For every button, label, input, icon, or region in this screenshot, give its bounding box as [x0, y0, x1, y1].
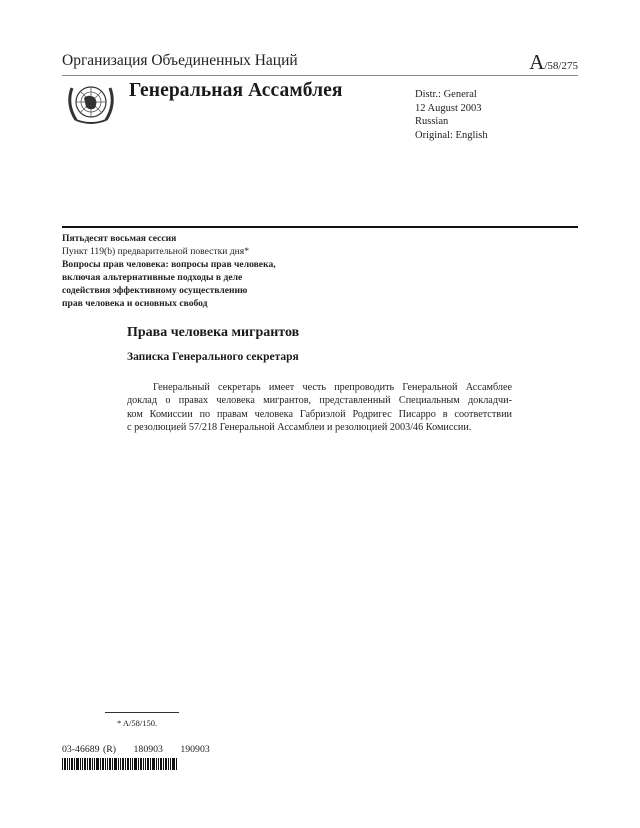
symbol-letter: A: [529, 50, 545, 74]
header-divider: [62, 75, 578, 76]
organization-name: Организация Объединенных Наций: [62, 52, 298, 69]
thick-divider: [62, 226, 578, 228]
agenda-block: [62, 232, 276, 310]
barcode-icon: [62, 758, 178, 770]
symbol-number: /58/275: [544, 60, 578, 72]
footnote: * A/58/150.: [117, 718, 158, 728]
distribution-block: [415, 88, 488, 142]
date-printed: 190903: [180, 744, 210, 755]
agenda-title-line: включая альтернативные подходы в деле: [62, 272, 243, 283]
original-language-line: Original: English: [415, 129, 488, 141]
un-emblem-icon: [64, 80, 118, 126]
document-title: Права человека мигрантов: [127, 325, 300, 340]
agenda-title-line: содействия эффективному осуществлению: [62, 285, 248, 296]
general-assembly-title: Генеральная Ассамблея: [129, 80, 343, 101]
language-line: Russian: [415, 116, 449, 127]
body-line: доклад о правах человека мигрантов, представленный Специальным докладчи-: [127, 395, 512, 407]
agenda-title-line: прав человека и основных свобод: [62, 298, 208, 309]
distribution-line: Distr.: General: [415, 89, 477, 100]
job-info: [62, 744, 224, 755]
date-line: 12 August 2003: [415, 102, 482, 114]
agenda-title-line: Вопросы прав человека: вопросы прав человека,: [62, 259, 276, 270]
job-number: 03-46689 (R): [62, 744, 117, 755]
body-line: с резолюцией 57/218 Генеральной Ассамблеи и резолюцией 2003/46 Комиссии.: [127, 422, 472, 434]
document-symbol: [529, 50, 578, 75]
body-line: Генеральный секретарь имеет честь препроводить Генеральной Ассамблее: [153, 382, 512, 393]
body-paragraph: [127, 381, 512, 435]
session-label: Пятьдесят восьмая сессия: [62, 233, 177, 244]
document-subtitle: Записка Генерального секретаря: [127, 351, 299, 363]
footnote-divider: [105, 712, 179, 713]
agenda-item: Пункт 119(b) предварительной повестки дня*: [62, 246, 249, 257]
date-issued: 180903: [133, 744, 163, 755]
body-line: ком Комиссии по правам человека Габриэлой Родригес Писарро в соответствии: [127, 408, 512, 420]
